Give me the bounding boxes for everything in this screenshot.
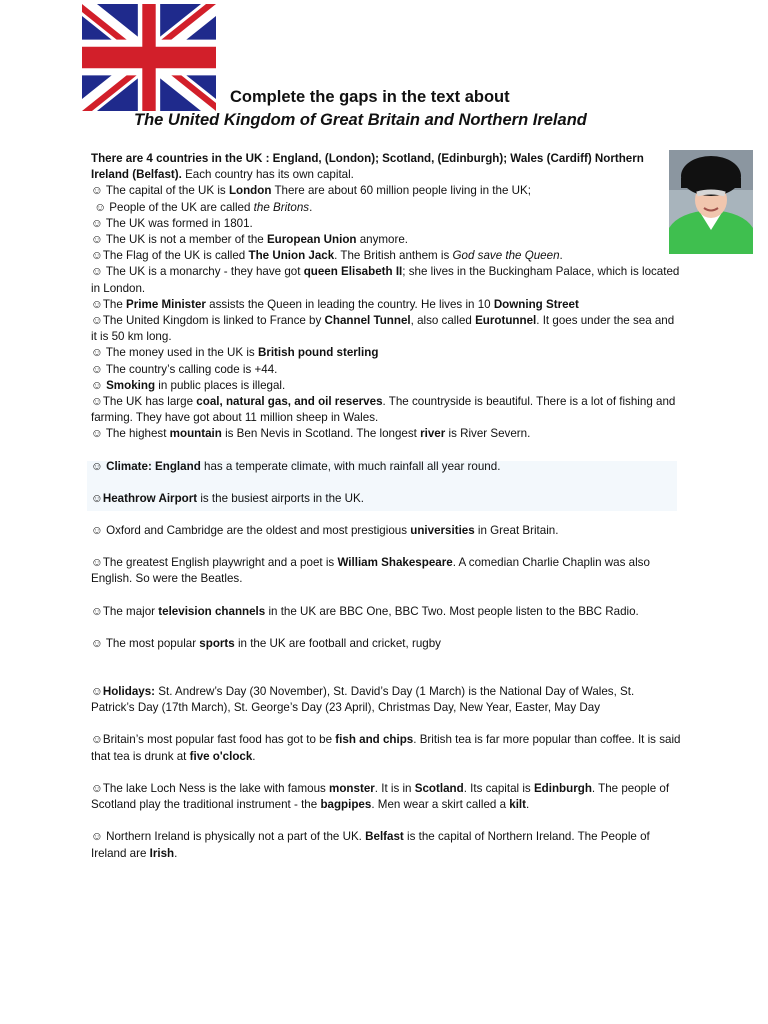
fact-money: ☺ The money used in the UK is British pound sterling xyxy=(91,346,379,360)
fact-eu: ☺ The UK is not a member of the European Union anymore. xyxy=(91,233,409,247)
fact-universities: ☺ Oxford and Cambridge are the oldest and most prestigious universities in Great Britain. xyxy=(91,524,559,538)
fact-smoking: ☺ Smoking in public places is illegal. xyxy=(91,378,286,392)
smiley-icon: ☺ xyxy=(91,216,103,230)
fact-monarchy: ☺ The UK is a monarchy - they have got queen Elisabeth II; she lives in the Buckingham Palace, which is located in London. xyxy=(91,265,680,295)
fact-prime-minister: ☺The Prime Minister assists the Queen in leading the country. He lives in 10 Downing Street xyxy=(91,297,579,311)
smiley-icon: ☺ xyxy=(91,362,103,376)
worksheet-text xyxy=(91,151,681,862)
smiley-icon: ☺ xyxy=(91,636,103,650)
fact-capital: ☺ The capital of the UK is London There are about 60 million people living in the UK; xyxy=(91,184,531,198)
smiley-icon: ☺ xyxy=(91,491,103,505)
fact-playwright: ☺The greatest English playwright and a poet is William Shakespeare. A comedian Charlie Chaplin was also English. So were the Beatles. xyxy=(91,556,650,586)
fact-loch-ness: ☺The lake Loch Ness is the lake with famous monster. It is in Scotland. Its capital is Edinburgh. The people of Scotland play the traditional instrument - the bagpipes. Men wear a skirt called a kilt. xyxy=(91,781,670,812)
queen-portrait xyxy=(669,150,753,254)
fact-mountain: ☺ The highest mountain is Ben Nevis in Scotland. The longest river is River Severn. xyxy=(91,427,531,441)
smiley-icon: ☺ xyxy=(91,830,103,844)
smiley-icon: ☺ xyxy=(91,781,103,795)
smiley-icon: ☺ xyxy=(91,733,103,747)
intro-paragraph: There are 4 countries in the UK : England, (London); Scotland, (Edinburgh); Wales (Cardiff) Northern Ireland (Belfast). Each country has its own capital. xyxy=(91,152,644,182)
smiley-icon: ☺ xyxy=(91,233,103,247)
smiley-icon: ☺ xyxy=(91,459,103,473)
smiley-icon: ☺ xyxy=(91,265,103,279)
smiley-icon: ☺ xyxy=(91,524,103,538)
fact-resources: ☺The UK has large coal, natural gas, and oil reserves. The countryside is beautiful. There is a lot of fishing and farming. They have got about 11 million sheep in Wales. xyxy=(91,395,676,425)
fact-television: ☺The major television channels in the UK are BBC One, BBC Two. Most people listen to the BBC Radio. xyxy=(91,604,639,618)
title-line-2: The United Kingdom of Great Britain and Northern Ireland xyxy=(134,111,587,129)
smiley-icon: ☺ xyxy=(91,249,103,263)
smiley-icon: ☺ xyxy=(91,184,103,198)
smiley-icon: ☺ xyxy=(94,200,107,214)
union-jack-flag xyxy=(82,4,216,111)
smiley-icon: ☺ xyxy=(91,427,103,441)
fact-northern-ireland: ☺ Northern Ireland is physically not a part of the UK. Belfast is the capital of Northern Ireland. The People of Ireland are Irish. xyxy=(91,830,650,860)
fact-tunnel: ☺The United Kingdom is linked to France by Channel Tunnel, also called Eurotunnel. It goes under the sea and it is 50 km long. xyxy=(91,314,675,344)
smiley-icon: ☺ xyxy=(91,378,103,392)
fact-airport: ☺Heathrow Airport is the busiest airports in the UK. xyxy=(91,491,365,505)
fact-formed: ☺ The UK was formed in 1801. xyxy=(91,216,253,230)
smiley-icon: ☺ xyxy=(91,297,103,311)
fact-people: ☺ People of the UK are called the Britons. xyxy=(94,200,313,214)
fact-sports: ☺ The most popular sports in the UK are football and cricket, rugby xyxy=(91,636,441,650)
smiley-icon: ☺ xyxy=(91,556,103,570)
smiley-icon: ☺ xyxy=(91,346,103,360)
fact-holidays: ☺Holidays: St. Andrew’s Day (30 November), St. David’s Day (1 March) is the National Day of Wales, St. Patrick’s Day (17th March), St. George’s Day (23 April), Christmas Day, New Year, Easter, May Day xyxy=(91,685,635,715)
smiley-icon: ☺ xyxy=(91,685,103,699)
smiley-icon: ☺ xyxy=(91,314,103,328)
fact-climate: ☺ Climate: England has a temperate climate, with much rainfall all year round. xyxy=(91,459,501,473)
fact-food: ☺Britain’s most popular fast food has got to be fish and chips. British tea is far more popular than coffee. It is said that tea is drunk at five o'clock. xyxy=(91,733,681,763)
smiley-icon: ☺ xyxy=(91,604,103,618)
smiley-icon: ☺ xyxy=(91,395,103,409)
fact-calling-code: ☺ The country’s calling code is +44. xyxy=(91,362,278,376)
title-line-1: Complete the gaps in the text about xyxy=(230,88,510,106)
fact-flag: ☺The Flag of the UK is called The Union Jack. The British anthem is God save the Queen. xyxy=(91,249,563,263)
